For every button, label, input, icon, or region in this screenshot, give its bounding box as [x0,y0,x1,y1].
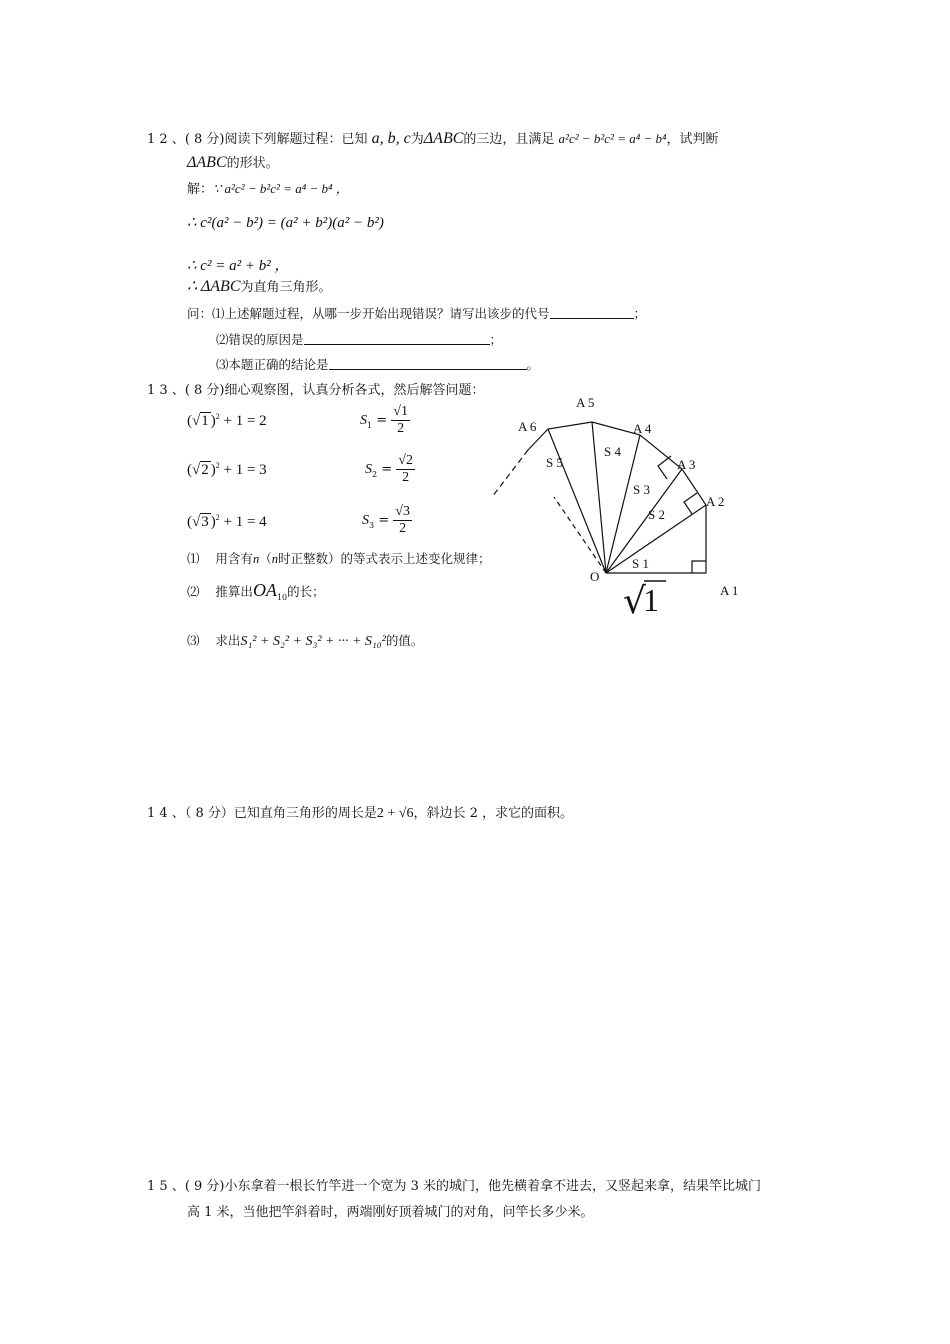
frac-top-2: 2 [405,453,413,468]
q12-number: 1 2 、 [147,132,185,147]
ray-oa6 [548,429,606,573]
q13-s-row-3 [362,504,412,537]
segment-oa: OA [252,580,277,600]
frac-top-1: 1 [400,404,408,419]
s-symbol-1: S [360,413,367,428]
q12-mid1: 为 [410,132,424,147]
equals-2: = [381,462,393,477]
rhs-3: + 1 = 4 [223,514,267,530]
figure-lines [492,422,706,573]
label-a2: A 2 [706,494,725,509]
var-n: n [252,552,260,566]
label-a5: A 5 [576,395,595,410]
q13-p3-text: 求出 [215,633,241,648]
label-s1: S 1 [632,556,649,571]
q13-eq-row-3: (√3 )$^2$ + 1 = 4 [187,513,267,530]
q12-line2 [187,152,279,172]
radicand-2: 2 [201,462,209,478]
q12-mid3: ，试判断 [666,132,719,147]
q12-ask1-end: ； [633,306,647,321]
s-sub-1: 1 [367,421,373,430]
q13-part1 [187,549,490,567]
label-s3: S 3 [633,482,650,497]
root-one-label [623,581,666,622]
q15-line2: 高 1 米，当他把竿斜着时，两端刚好顶着城门的对角，问竿长多少米。 [187,1205,594,1220]
segment-oa-sub: 10 [276,593,288,602]
q12-ask3-text: ⑶本题正确的结论是 [216,357,329,372]
q13-part3 [187,631,423,650]
root-sign: √ [623,581,646,622]
frac-bot-1: 2 [397,421,405,436]
q13-p1-tail: 时正整数）的等式表示上述变化规律； [277,551,491,566]
q14-perimeter: 2 + √6 [376,806,414,821]
answer-blank-3[interactable] [329,359,527,370]
s-sub-3: 3 [369,521,375,530]
rhs-1: + 1 = 2 [223,413,267,429]
sqrt-symbol: √2 [192,462,209,478]
sum-expression: S₁² + S₂² + S₃² + ··· + S₁₀² [240,634,386,649]
right-angle-a1 [692,561,706,573]
q12-triangle: ΔABC [423,130,464,147]
label-a4: A 4 [633,421,652,436]
q14-text1: 已知直角三角形的周长是 [233,806,377,821]
q12-vars: a, b, c [371,130,411,147]
q14-number: 1 4 、 [147,806,185,821]
label-a1: A 1 [720,583,739,598]
label-a3: A 3 [677,457,696,472]
q12-intro: 阅读下列解题过程：已知 [224,132,368,147]
answer-blank-2[interactable] [304,334,490,345]
var-n2: n [271,552,278,566]
radicand-3: 3 [201,514,209,530]
s-sub-2: 2 [372,470,378,479]
q12-solution-label: 解： [187,182,214,197]
q13-p2-tail: 的长； [287,584,325,599]
q12-step1 [187,178,349,197]
frac-bot-2: 2 [402,470,410,485]
rhs-2: + 1 = 3 [223,462,267,478]
figure-labels [518,395,738,598]
s-symbol-2: S [365,462,372,477]
right-angle-a3 [658,456,671,479]
q13-p1-number: ⑴ [187,551,200,566]
q12-triangle2: ΔABC [187,154,227,171]
q12-ask1-text: ⑴上述解题过程，从哪一步开始出现错误？请写出该步的代号 [212,306,550,321]
right-angle-a2 [684,493,697,514]
q15-number: 1 5 、 [147,1179,185,1194]
label-s4: S 4 [604,444,621,459]
q13-intro: 细心观察图，认真分析各式，然后解答问题： [224,383,485,398]
q15-score: ( 9 分) [184,1179,225,1194]
answer-blank-1[interactable] [550,308,634,319]
fraction-1: $\frac{√1}{2}$ [393,404,408,436]
q12-ask2-text: ⑵错误的原因是 [216,332,304,347]
q12-ask-label: 问： [187,306,213,321]
q14-text2: ，斜边长 2 ，求它的面积。 [413,806,574,821]
q12-step2: ∴ c²(a² − b²) = (a² + b²)(a² − b²) [187,215,384,231]
q13-number: 1 3 、 [147,383,185,398]
dashed-edge [492,450,528,497]
q12-step4 [187,276,332,296]
q12-ask3 [216,355,539,373]
sqrt-symbol: √1 [192,413,209,429]
q13-p1-paren: （ [259,551,272,566]
q13-part2 [187,580,325,602]
q13-p1-text: 用含有 [215,551,253,566]
frac-bot-3: 2 [399,521,407,536]
radicand-1: 1 [201,413,209,429]
s-symbol-3: S [362,513,369,528]
q15-text1: 小东拿着一根长竹竿进一个宽为 3 米的城门，他先横着拿不进去，又竖起来拿，结果竿比城门 [224,1179,762,1194]
sqrt-symbol: √3 [192,514,209,530]
root-value: 1 [643,582,659,618]
exponent-2: 2 [215,513,220,522]
q14-line [147,802,573,822]
q13-p2-text: 推算出 [215,584,253,599]
q12-tail: 的形状。 [226,156,279,171]
frac-top-3: 3 [402,504,410,519]
q15-line1 [147,1175,761,1194]
equals-3: = [378,513,390,528]
q12-condition: a²c² − b²c² = a⁴ − b⁴ [558,131,667,146]
q13-score: ( 8 分) [184,383,225,398]
q12-ask1 [187,304,646,322]
q13-line1 [147,379,485,398]
q13-s-row-1 [360,404,410,437]
fraction-2: $\frac{√2}{2}$ [398,453,413,485]
exponent-2: 2 [215,461,220,470]
q12-line1 [147,128,719,148]
q13-p2-number: ⑵ [187,584,200,599]
exponent-2: 2 [215,412,220,421]
spiral-figure [470,385,770,625]
q13-s-row-2 [365,453,415,486]
q13-eq-row-2: (√2 )$^2$ + 1 = 3 [187,461,267,478]
equals-1: = [376,413,388,428]
q13-eq-row-1: (√1 )$^2$ + 1 = 2 [187,412,267,429]
label-s2: S 2 [648,507,665,522]
q12-step1-expr: ∵ a²c² − b²c² = a⁴ − b⁴ ， [213,181,349,196]
q12-ask2 [216,330,502,348]
q12-ask3-end: 。 [526,357,540,372]
q13-p3-number: ⑶ [187,633,200,648]
q12-ask2-end: ； [489,332,503,347]
q12-step4-triangle: ∴ ΔABC [187,278,241,295]
q12-step4-text: 为直角三角形。 [240,280,332,295]
q12-score: ( 8 分) [184,132,225,147]
label-o: O [590,569,600,584]
q12-step3: ∴ c² = a² + b² ， [187,258,290,274]
q14-score: （ 8 分） [184,806,234,821]
q13-p3-tail: 的值。 [385,633,424,648]
label-a6: A 6 [518,419,537,434]
label-s5: S 5 [546,455,563,470]
fraction-3: $\frac{√3}{2}$ [395,504,410,536]
q12-mid2: 的三边，且满足 [463,132,555,147]
